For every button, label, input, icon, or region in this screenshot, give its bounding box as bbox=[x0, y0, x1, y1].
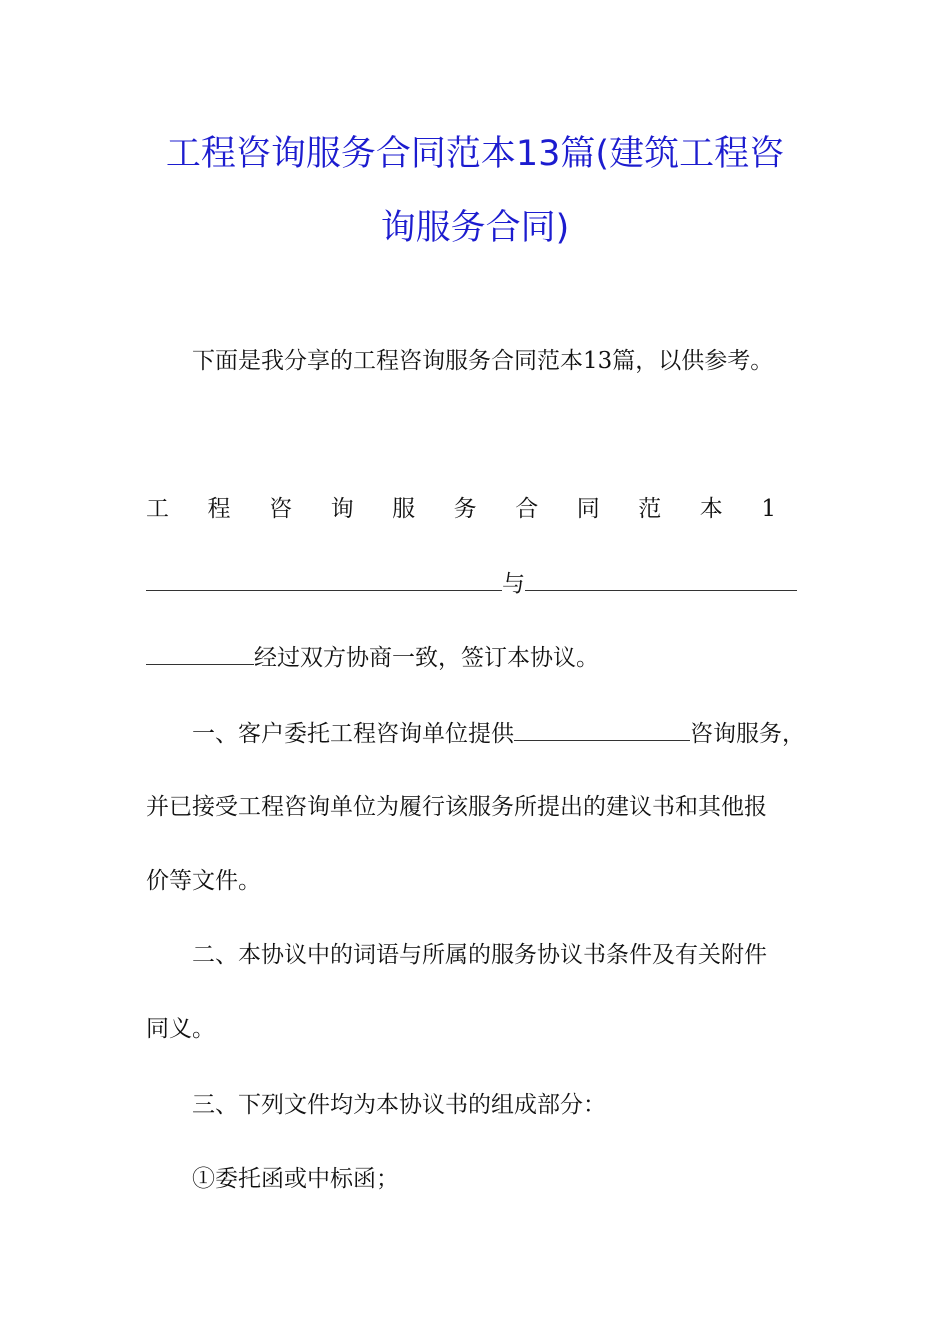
clause-1-line-3: 价等文件。 bbox=[146, 868, 261, 894]
section-heading-char: 服 bbox=[392, 496, 416, 522]
list-item-1: ①委托函或中标函； bbox=[192, 1166, 399, 1192]
section-heading-char: 范 bbox=[638, 496, 662, 522]
section-heading-char: 务 bbox=[453, 496, 477, 522]
section-heading-char: 合 bbox=[515, 496, 539, 522]
section-heading-char: 咨 bbox=[269, 496, 293, 522]
section-heading-char: 工 bbox=[146, 496, 169, 522]
party-a-blank bbox=[146, 568, 502, 591]
clause-2-line-2: 同义。 bbox=[146, 1016, 215, 1042]
clause-1-line-2: 并已接受工程咨询单位为履行该服务所提出的建议书和其他报 bbox=[146, 794, 767, 820]
section-heading-char: 程 bbox=[207, 496, 231, 522]
agreement-text: 经过双方协商一致，签订本协议。 bbox=[254, 645, 599, 671]
parties-connector: 与 bbox=[502, 571, 525, 597]
clause-3: 三、下列文件均为本协议书的组成部分： bbox=[192, 1092, 606, 1118]
section-heading-char: 同 bbox=[576, 496, 600, 522]
section-heading-char: 本 bbox=[699, 496, 723, 522]
intro-paragraph: 下面是我分享的工程咨询服务合同范本13篇，以供参考。 bbox=[192, 348, 774, 374]
service-blank bbox=[514, 718, 690, 741]
parties-line bbox=[146, 568, 806, 599]
section-heading bbox=[146, 494, 776, 524]
clause-1-suffix: 咨询服务， bbox=[690, 721, 805, 747]
clause-1-line-1 bbox=[192, 718, 805, 749]
section-heading-char: 询 bbox=[330, 496, 354, 522]
party-b-blank bbox=[525, 568, 797, 591]
clause-2-line-1: 二、本协议中的词语与所属的服务协议书条件及有关附件 bbox=[192, 942, 767, 968]
document-title-line-1: 工程咨询服务合同范本13篇(建筑工程咨 bbox=[165, 134, 785, 174]
agreement-line bbox=[146, 642, 599, 673]
section-heading-char: 1 bbox=[761, 496, 776, 522]
document-title-line-2: 询服务合同) bbox=[380, 208, 570, 248]
clause-1-prefix: 一、客户委托工程咨询单位提供 bbox=[192, 721, 514, 747]
party-b-blank-continued bbox=[146, 642, 254, 665]
